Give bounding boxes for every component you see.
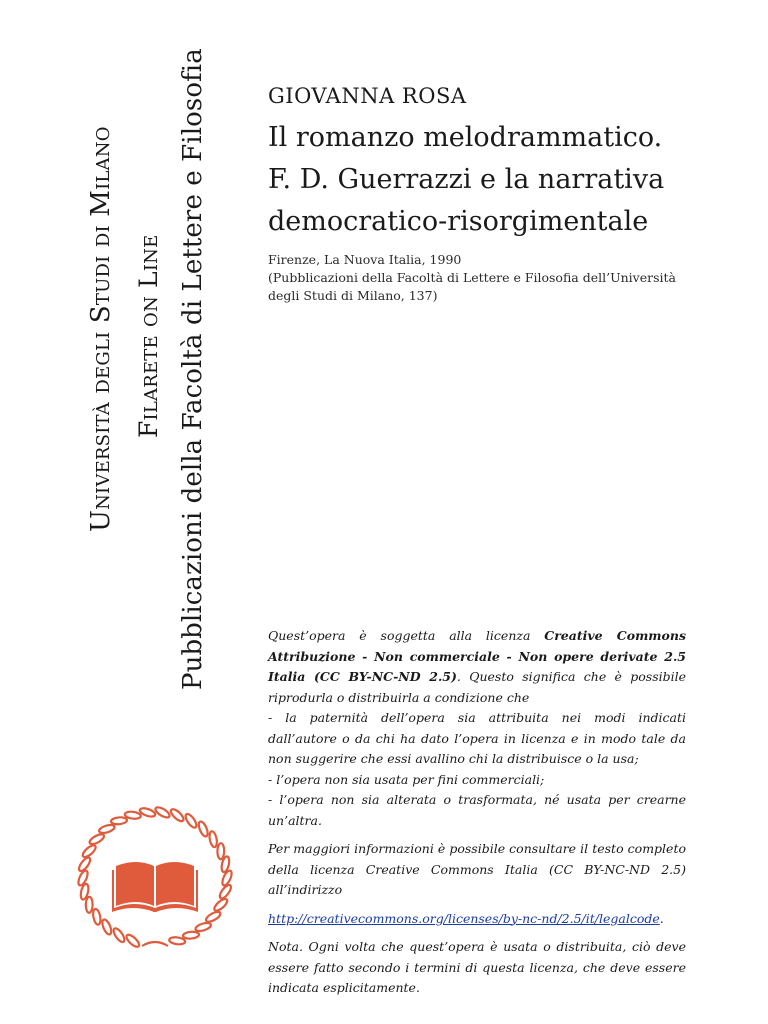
- imprint-line-1: Firenze, La Nuova Italia, 1990: [268, 252, 462, 267]
- laurel-leaf: [217, 843, 224, 859]
- laurel-leaf: [195, 921, 212, 932]
- license-condition-1: - la paternità dell’opera sia attribuita nei modi indicati dall’autore o da chi ha dato l’opera in licenza e in modo tale da non suggerire che essi avallino chi la distribuisce o la usa;: [268, 710, 686, 766]
- laurel-leaf: [208, 831, 218, 848]
- license-more-info: Per maggiori informazioni è possibile consultare il testo completo della licenza Creative Commons Italia (CC BY-NC-ND 2.5) all’indirizzo: [268, 841, 686, 897]
- imprint-line-3: degli Studi di Milano, 137): [268, 288, 438, 303]
- laurel-leaf: [154, 805, 171, 819]
- license-note: Nota. Ogni volta che quest’opera è usata o distribuita, ciò deve essere fatto secondo i termini di questa licenza, che deve essere indicata esplicitamente.: [268, 939, 686, 995]
- license-intro-text: Quest’opera è soggetta alla licenza: [268, 628, 545, 643]
- license-link[interactable]: http://creativecommons.org/licenses/by-nc-nd/2.5/it/legalcode: [268, 910, 660, 926]
- license-link-line: [268, 909, 686, 930]
- title-line-3: democratico-risorgimentale: [268, 206, 649, 237]
- laurel-leaf: [101, 918, 114, 935]
- laurel-leaf: [183, 931, 200, 939]
- laurel-leaf: [125, 933, 141, 949]
- series-name: Filarete on Line: [134, 234, 163, 438]
- laurel-leaf: [98, 823, 115, 834]
- laurel-leaf: [169, 807, 185, 823]
- laurel-leaf: [86, 897, 93, 913]
- license-name: Creative Commons Attribuzione - Non commerciale - Non opere derivate 2.5 Italia (CC BY-NC-ND 2.5): [268, 628, 686, 684]
- laurel-leaf: [111, 817, 128, 825]
- license-condition-2: - l’opera non sia usata per fini commerciali;: [268, 771, 545, 787]
- imprint: [268, 251, 708, 305]
- laurel-leaf: [184, 812, 199, 829]
- license-condition-3: - l’opera non sia alterata o trasformata, né usata per crearne un’altra.: [268, 792, 686, 828]
- laurel-leaf: [112, 927, 127, 944]
- laurel-leaf: [81, 843, 98, 859]
- imprint-line-2: (Pubblicazioni della Facoltà di Lettere e Filosofia dell’Università: [268, 270, 676, 285]
- author-name: GIOVANNA ROSA: [268, 84, 467, 108]
- title-line-1: Il romanzo melodrammatico.: [268, 122, 663, 153]
- license-intro: [268, 626, 686, 708]
- laurel-leaf: [213, 897, 230, 913]
- book-title: [268, 117, 708, 243]
- laurel-wreath-book-icon: [70, 800, 240, 955]
- laurel-leaf: [218, 883, 233, 900]
- publications-title: Pubblicazioni della Facoltà di Lettere e Filosofia: [178, 48, 208, 690]
- license-link-suffix: .: [659, 910, 664, 926]
- laurel-leaf: [77, 856, 92, 873]
- laurel-leaf: [205, 910, 222, 924]
- laurel-leaf: [197, 820, 210, 837]
- license-intro-text-2: . Questo significa che è possibile riprodurla o distribuirla a condizione che: [268, 669, 686, 705]
- license-block: [268, 626, 686, 999]
- laurel-leaf: [88, 832, 105, 846]
- wreath-ribbon: [142, 942, 168, 946]
- laurel-leaf: [92, 908, 102, 925]
- university-name: Università degli Studi di Milano: [86, 126, 116, 532]
- title-line-2: F. D. Guerrazzi e la narrativa: [268, 164, 665, 195]
